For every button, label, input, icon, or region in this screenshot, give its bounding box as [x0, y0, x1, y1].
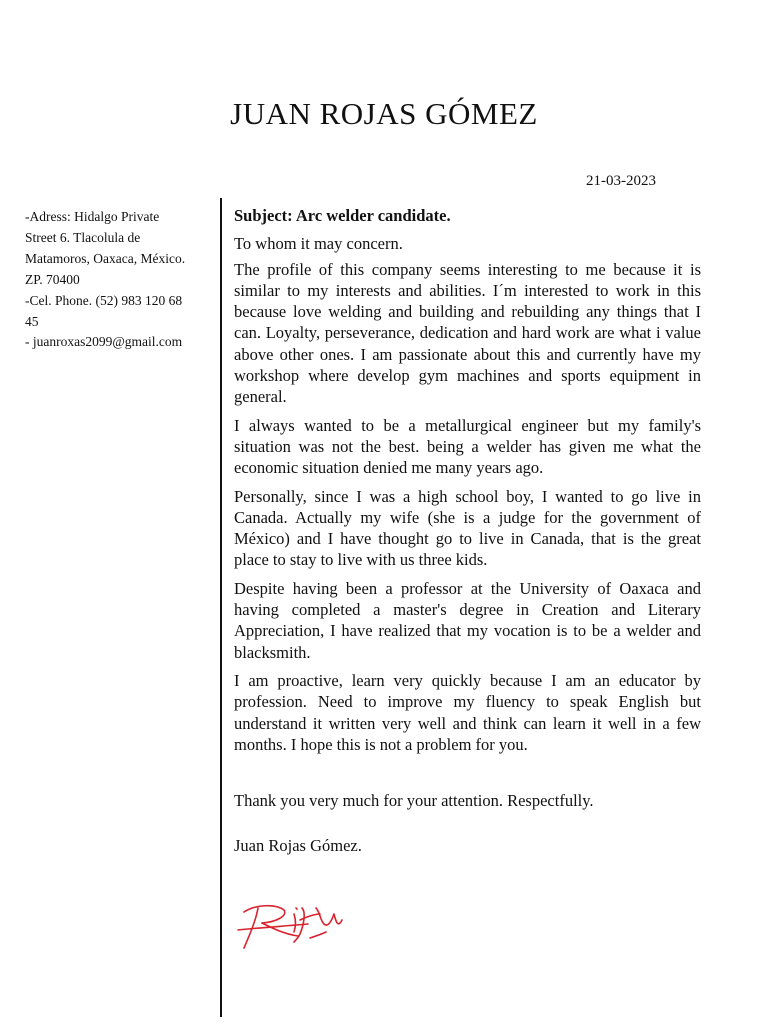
- contact-line: Matamoros, Oaxaca, México.: [25, 250, 186, 266]
- letter-greeting: To whom it may concern.: [234, 234, 403, 254]
- letter-paragraph: I am proactive, learn very quickly because I am an educator by profession. Need to improve my fluency to speak English but understand it written very well and think can learn it well in a few months. I hope this is not a problem for you.: [234, 670, 701, 754]
- contact-line: -Cel. Phone. (52) 983 120 68: [25, 292, 183, 308]
- page-title: JUAN ROJAS GÓMEZ: [230, 96, 538, 131]
- letter-paragraph: The profile of this company seems interesting to me because it is similar to my interests and abilities. I´m interested to work in this because love welding and building and rebuilding any things that I can. Loyalty, perseverance, dedication and hard work are what i value above other ones. I am passionate about this and currently have my workshop where develop gym machines and sports equipment in general.: [234, 259, 701, 407]
- column-divider: [220, 198, 222, 1017]
- contact-line: -Adress: Hidalgo Private: [25, 209, 160, 224]
- contact-line: ZP. 70400: [25, 271, 80, 287]
- letter-subject: Subject: Arc welder candidate.: [234, 206, 451, 225]
- letter-paragraph: I always wanted to be a metallurgical engineer but my family's situation was not the best. being a welder has given me what the economic situation denied me many years ago.: [234, 415, 701, 478]
- contact-email: - juanroxas2099@gmail.com: [25, 334, 183, 350]
- letter-closing: Thank you very much for your attention. Respectfully.: [234, 791, 594, 811]
- signature-name: Juan Rojas Gómez.: [234, 836, 362, 856]
- letter-paragraph: Personally, since I was a high school boy, I wanted to go live in Canada. Actually my wife (she is a judge for the government of México) and I have thought go to live in Canada, that is the great place to stay to live with us three kids.: [234, 486, 701, 570]
- handwritten-signature: [236, 890, 354, 960]
- contact-line: 45: [25, 313, 39, 329]
- contact-line: Street 6. Tlacolula de: [25, 229, 141, 245]
- letter-date: 21-03-2023: [586, 173, 656, 189]
- letter-body: [234, 205, 701, 864]
- contact-info: [25, 207, 215, 353]
- letter-paragraph: Despite having been a professor at the University of Oaxaca and having completed a master's degree in Creation and Literary Appreciation, I have realized that my vocation is to be a welder and blacksmith.: [234, 578, 701, 662]
